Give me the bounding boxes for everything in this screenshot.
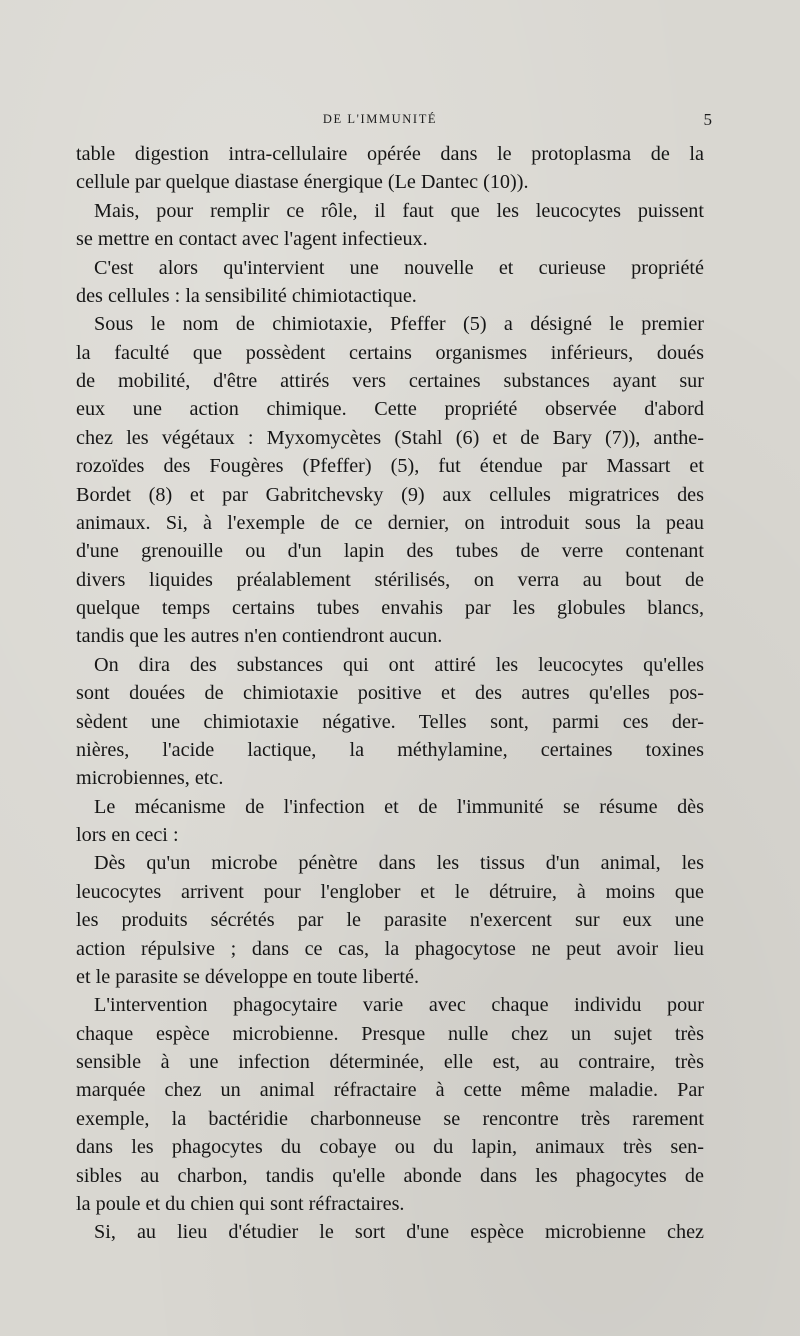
- text-line: dans les phagocytes du cobaye ou du lapin, animaux très sen-: [76, 1136, 704, 1159]
- text-line: Bordet (8) et par Gabritchevsky (9) aux cellules migratrices des: [76, 483, 704, 506]
- text-line: cellule par quelque diastase énergique (Le Dantec (10)).: [76, 171, 529, 194]
- text-line: Si, au lieu d'étudier le sort d'une espèce microbienne chez: [94, 1221, 704, 1244]
- text-line: microbiennes, etc.: [76, 767, 224, 790]
- text-line: marquée chez un animal réfractaire à cette même maladie. Par: [76, 1079, 704, 1102]
- text-line: des cellules : la sensibilité chimiotactique.: [76, 284, 417, 307]
- text-line: sibles au charbon, tandis qu'elle abonde dans les phagocytes de: [76, 1164, 704, 1187]
- text-line: Sous le nom de chimiotaxie, Pfeffer (5) a désigné le premier: [94, 313, 704, 336]
- text-line: lors en ceci :: [76, 824, 179, 846]
- text-line: quelque temps certains tubes envahis par les globules blancs,: [76, 597, 704, 619]
- running-head: [0, 112, 800, 134]
- text-line: nières, l'acide lactique, la méthylamine, certaines toxines: [76, 738, 704, 761]
- text-line: d'une grenouille ou d'un lapin des tubes de verre contenant: [76, 540, 704, 563]
- text-line: exemple, la bactéridie charbonneuse se rencontre très rarement: [76, 1107, 704, 1130]
- text-line: leucocytes arrivent pour l'englober et le détruire, à moins que: [76, 880, 704, 903]
- text-line: eux une action chimique. Cette propriété observée d'abord: [76, 398, 704, 421]
- text-line: rozoïdes des Fougères (Pfeffer) (5), fut étendue par Massart et: [76, 455, 704, 478]
- page-number: 5: [703, 110, 712, 129]
- text-line: de mobilité, d'être attirés vers certaines substances ayant sur: [76, 370, 704, 392]
- running-title: DE L'IMMUNITÉ: [322, 112, 438, 126]
- text-line: divers liquides préalablement stérilisés, on verra au bout de: [76, 568, 704, 591]
- text-line: se mettre en contact avec l'agent infectieux.: [76, 228, 428, 251]
- text-line: tandis que les autres n'en contiendront aucun.: [76, 625, 443, 648]
- text-line: table digestion intra-cellulaire opérée dans le protoplasma de la: [76, 143, 704, 165]
- text-line: et le parasite se développe en toute liberté.: [76, 965, 420, 988]
- text-line: C'est alors qu'intervient une nouvelle et curieuse propriété: [94, 256, 704, 279]
- text-line: sensible à une infection déterminée, elle est, au contraire, très: [76, 1051, 704, 1073]
- body-text: [76, 140, 704, 1247]
- text-line: L'intervention phagocytaire varie avec chaque individu pour: [94, 994, 704, 1017]
- text-line: Le mécanisme de l'infection et de l'immunité se résume dès: [94, 795, 704, 818]
- text-line: chez les végétaux : Myxomycètes (Stahl (6) et de Bary (7)), anthe-: [76, 426, 704, 449]
- text-line: chaque espèce microbienne. Presque nulle chez un sujet très: [76, 1022, 704, 1045]
- text-line: Dès qu'un microbe pénètre dans les tissus d'un animal, les: [94, 852, 704, 875]
- text-line: On dira des substances qui ont attiré les leucocytes qu'elles: [94, 653, 704, 676]
- text-line: sont douées de chimiotaxie positive et des autres qu'elles pos-: [76, 682, 704, 705]
- text-line: Mais, pour remplir ce rôle, il faut que les leucocytes puissent: [94, 199, 704, 222]
- text-line: la faculté que possèdent certains organismes inférieurs, doués: [76, 341, 704, 364]
- text-line: la poule et du chien qui sont réfractaires.: [76, 1192, 405, 1215]
- text-line: animaux. Si, à l'exemple de ce dernier, on introduit sous la peau: [76, 511, 704, 534]
- text-line: les produits sécrétés par le parasite n'exercent sur eux une: [76, 909, 704, 932]
- text-line: action répulsive ; dans ce cas, la phagocytose ne peut avoir lieu: [76, 937, 704, 960]
- text-line: sèdent une chimiotaxie négative. Telles sont, parmi ces der-: [76, 710, 704, 733]
